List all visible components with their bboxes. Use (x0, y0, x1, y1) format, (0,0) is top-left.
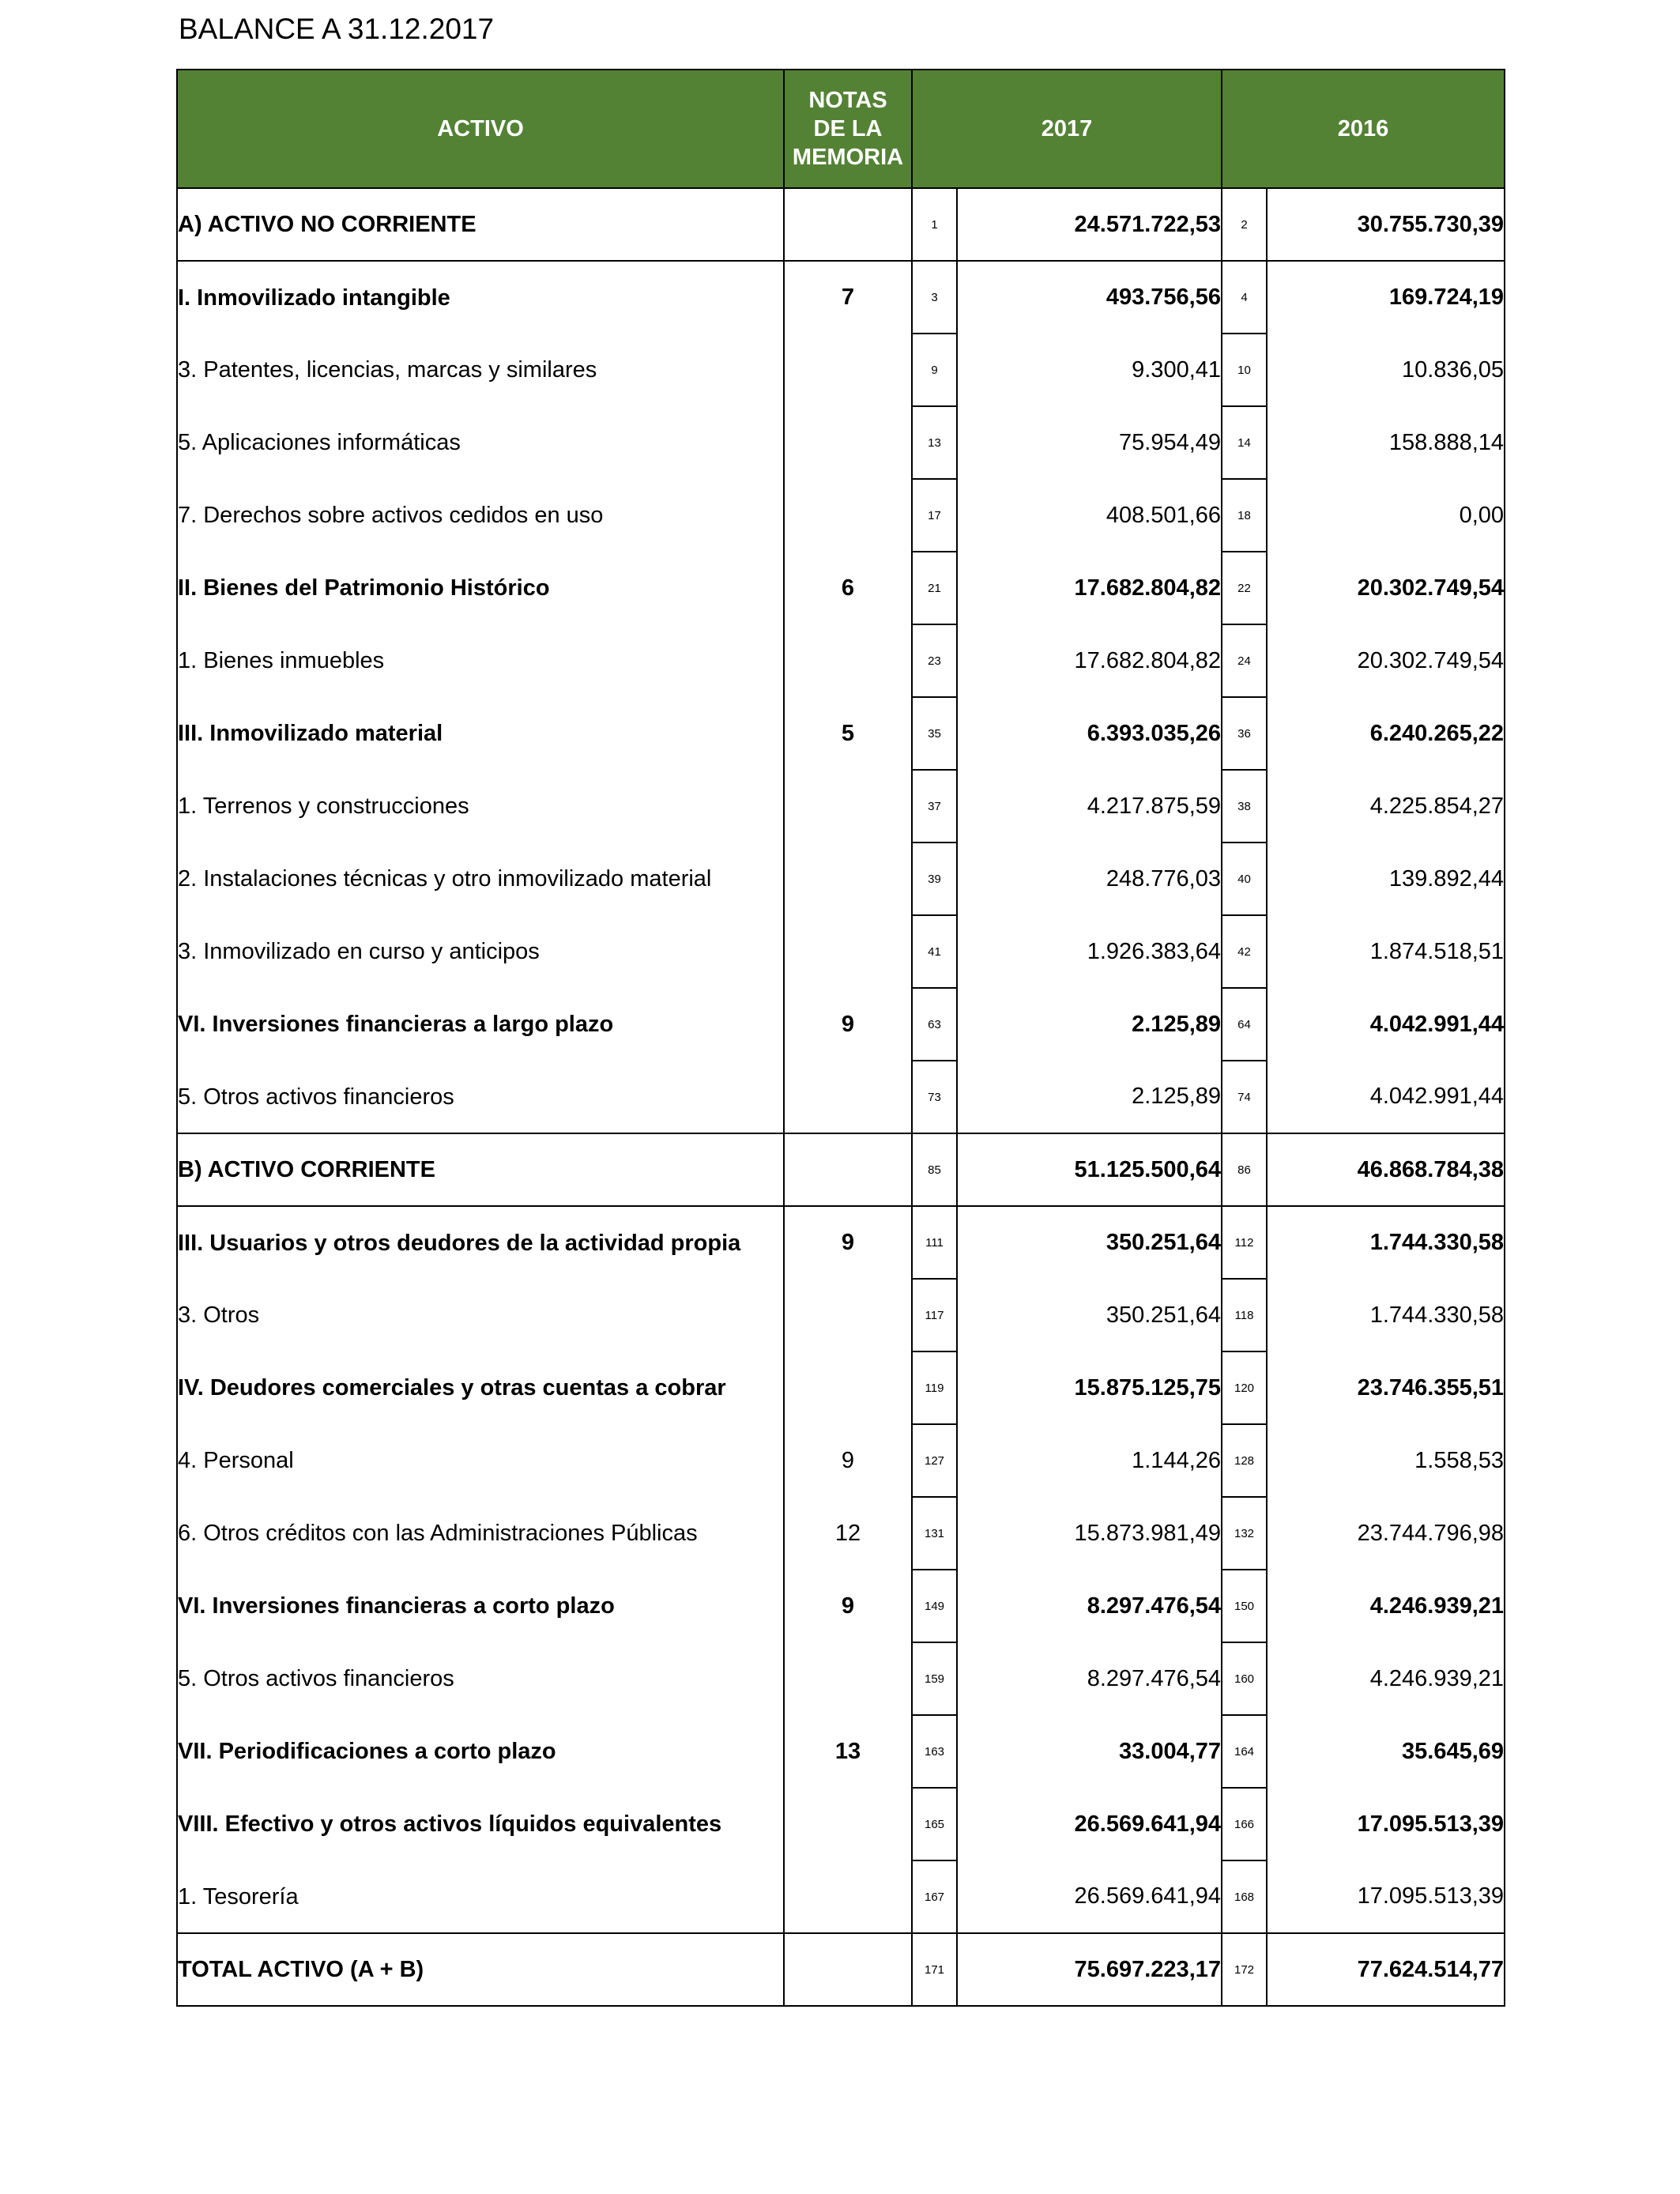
row-nota (784, 1642, 912, 1715)
row-code-2017: 21 (912, 552, 957, 624)
table-row (177, 552, 1505, 624)
row-code-2017: 3 (912, 261, 957, 334)
row-value-2016: 23.746.355,51 (1267, 1351, 1505, 1424)
row-value-2017: 4.217.875,59 (957, 770, 1222, 843)
row-nota (784, 915, 912, 988)
row-label: 6. Otros créditos con las Administraciones Públicas (177, 1497, 784, 1570)
row-label: 3. Otros (177, 1279, 784, 1351)
header-notas-line1: NOTAS (808, 88, 887, 113)
row-value-2017: 1.926.383,64 (957, 915, 1222, 988)
row-code-2016: 120 (1222, 1351, 1267, 1424)
row-label: I. Inmovilizado intangible (177, 261, 784, 334)
row-value-2016: 23.744.796,98 (1267, 1497, 1505, 1570)
row-label: 4. Personal (177, 1424, 784, 1497)
row-label: 1. Bienes inmuebles (177, 624, 784, 697)
row-nota (784, 1351, 912, 1424)
row-value-2017: 26.569.641,94 (957, 1860, 1222, 1933)
table-row (177, 406, 1505, 479)
row-code-2016: 164 (1222, 1715, 1267, 1788)
row-code-2017: 13 (912, 406, 957, 479)
row-code-2016: 40 (1222, 843, 1267, 915)
row-label: II. Bienes del Patrimonio Histórico (177, 552, 784, 624)
row-code-2016: 38 (1222, 770, 1267, 843)
row-nota (784, 1061, 912, 1133)
row-code-2017: 63 (912, 988, 957, 1061)
row-label: VI. Inversiones financieras a largo plazo (177, 988, 784, 1061)
row-value-2017: 8.297.476,54 (957, 1642, 1222, 1715)
header-notas-line3: MEMORIA (792, 145, 904, 170)
row-code-2017: 149 (912, 1570, 957, 1642)
row-nota (784, 1133, 912, 1206)
row-nota: 6 (784, 552, 912, 624)
row-code-2017: 37 (912, 770, 957, 843)
row-value-2016: 1.744.330,58 (1267, 1279, 1505, 1351)
row-value-2017: 350.251,64 (957, 1206, 1222, 1279)
row-label: VI. Inversiones financieras a corto plazo (177, 1570, 784, 1642)
row-value-2016: 4.246.939,21 (1267, 1570, 1505, 1642)
row-value-2017: 2.125,89 (957, 988, 1222, 1061)
row-label: 5. Otros activos financieros (177, 1061, 784, 1133)
row-value-2016: 1.744.330,58 (1267, 1206, 1505, 1279)
row-code-2016: 10 (1222, 334, 1267, 406)
row-nota (784, 334, 912, 406)
row-nota: 9 (784, 1570, 912, 1642)
row-value-2016: 20.302.749,54 (1267, 552, 1505, 624)
row-code-2017: 117 (912, 1279, 957, 1351)
row-nota (784, 188, 912, 261)
row-value-2016: 10.836,05 (1267, 334, 1505, 406)
row-code-2017: 23 (912, 624, 957, 697)
row-code-2016: 150 (1222, 1570, 1267, 1642)
table-row (177, 915, 1505, 988)
table-row (177, 1206, 1505, 1279)
table-row (177, 1424, 1505, 1497)
table-row (177, 1279, 1505, 1351)
row-value-2017: 15.875.125,75 (957, 1351, 1222, 1424)
row-value-2016: 4.042.991,44 (1267, 988, 1505, 1061)
row-value-2017: 15.873.981,49 (957, 1497, 1222, 1570)
row-value-2017: 6.393.035,26 (957, 697, 1222, 770)
row-code-2016: 168 (1222, 1860, 1267, 1933)
header-notas (784, 70, 912, 188)
row-value-2017: 408.501,66 (957, 479, 1222, 552)
table-header-row (177, 70, 1505, 188)
row-value-2016: 17.095.513,39 (1267, 1788, 1505, 1860)
table-row (177, 1933, 1505, 2006)
row-code-2016: 172 (1222, 1933, 1267, 2006)
table-row (177, 1642, 1505, 1715)
row-code-2016: 24 (1222, 624, 1267, 697)
row-value-2016: 30.755.730,39 (1267, 188, 1505, 261)
row-code-2016: 64 (1222, 988, 1267, 1061)
row-code-2017: 127 (912, 1424, 957, 1497)
row-value-2016: 169.724,19 (1267, 261, 1505, 334)
row-value-2016: 158.888,14 (1267, 406, 1505, 479)
table-row (177, 188, 1505, 261)
row-code-2017: 35 (912, 697, 957, 770)
row-code-2017: 39 (912, 843, 957, 915)
row-label: 1. Terrenos y construcciones (177, 770, 784, 843)
balance-table (176, 69, 1505, 2007)
row-code-2016: 86 (1222, 1133, 1267, 1206)
row-nota (784, 770, 912, 843)
row-code-2017: 119 (912, 1351, 957, 1424)
table-row (177, 1860, 1505, 1933)
row-code-2016: 112 (1222, 1206, 1267, 1279)
row-value-2016: 0,00 (1267, 479, 1505, 552)
row-value-2017: 33.004,77 (957, 1715, 1222, 1788)
table-row (177, 1061, 1505, 1133)
row-label: VIII. Efectivo y otros activos líquidos equivalentes (177, 1788, 784, 1860)
row-code-2016: 132 (1222, 1497, 1267, 1570)
header-notas-line2: DE LA (813, 116, 883, 141)
row-code-2016: 42 (1222, 915, 1267, 988)
row-label: III. Usuarios y otros deudores de la actividad propia (177, 1206, 784, 1279)
row-value-2016: 4.225.854,27 (1267, 770, 1505, 843)
row-value-2017: 17.682.804,82 (957, 552, 1222, 624)
row-label: B) ACTIVO CORRIENTE (177, 1133, 784, 1206)
row-code-2017: 159 (912, 1642, 957, 1715)
row-code-2016: 22 (1222, 552, 1267, 624)
row-label: 1. Tesorería (177, 1860, 784, 1933)
row-code-2016: 118 (1222, 1279, 1267, 1351)
row-label: 2. Instalaciones técnicas y otro inmovilizado material (177, 843, 784, 915)
row-value-2016: 4.246.939,21 (1267, 1642, 1505, 1715)
row-value-2017: 24.571.722,53 (957, 188, 1222, 261)
table-row (177, 697, 1505, 770)
row-nota (784, 1933, 912, 2006)
row-value-2017: 8.297.476,54 (957, 1570, 1222, 1642)
table-row (177, 1570, 1505, 1642)
row-label: 5. Aplicaciones informáticas (177, 406, 784, 479)
row-nota: 9 (784, 1206, 912, 1279)
row-nota (784, 406, 912, 479)
row-code-2017: 163 (912, 1715, 957, 1788)
row-value-2016: 77.624.514,77 (1267, 1933, 1505, 2006)
row-code-2017: 85 (912, 1133, 957, 1206)
row-nota (784, 843, 912, 915)
row-code-2017: 131 (912, 1497, 957, 1570)
table-row (177, 624, 1505, 697)
row-label: VII. Periodificaciones a corto plazo (177, 1715, 784, 1788)
table-row (177, 1788, 1505, 1860)
table-row (177, 1133, 1505, 1206)
row-value-2017: 9.300,41 (957, 334, 1222, 406)
row-value-2016: 6.240.265,22 (1267, 697, 1505, 770)
table-row (177, 843, 1505, 915)
header-activo: ACTIVO (177, 70, 784, 188)
row-code-2016: 36 (1222, 697, 1267, 770)
row-code-2017: 17 (912, 479, 957, 552)
row-label: 7. Derechos sobre activos cedidos en uso (177, 479, 784, 552)
row-value-2016: 46.868.784,38 (1267, 1133, 1505, 1206)
row-nota (784, 624, 912, 697)
row-code-2017: 171 (912, 1933, 957, 2006)
row-code-2016: 2 (1222, 188, 1267, 261)
row-value-2016: 35.645,69 (1267, 1715, 1505, 1788)
row-code-2017: 41 (912, 915, 957, 988)
row-nota (784, 1860, 912, 1933)
row-code-2016: 14 (1222, 406, 1267, 479)
row-nota: 7 (784, 261, 912, 334)
table-row (177, 770, 1505, 843)
row-nota (784, 1788, 912, 1860)
row-value-2017: 493.756,56 (957, 261, 1222, 334)
row-label: III. Inmovilizado material (177, 697, 784, 770)
table-row (177, 1497, 1505, 1570)
row-value-2016: 20.302.749,54 (1267, 624, 1505, 697)
row-nota: 12 (784, 1497, 912, 1570)
row-value-2017: 248.776,03 (957, 843, 1222, 915)
row-nota (784, 479, 912, 552)
row-value-2017: 350.251,64 (957, 1279, 1222, 1351)
row-value-2016: 4.042.991,44 (1267, 1061, 1505, 1133)
header-year-2017: 2017 (912, 70, 1222, 188)
table-row (177, 988, 1505, 1061)
header-year-2016: 2016 (1222, 70, 1505, 188)
document-title: BALANCE A 31.12.2017 (179, 13, 495, 45)
row-value-2017: 2.125,89 (957, 1061, 1222, 1133)
row-nota: 9 (784, 988, 912, 1061)
row-value-2017: 1.144,26 (957, 1424, 1222, 1497)
row-code-2017: 1 (912, 188, 957, 261)
row-code-2016: 74 (1222, 1061, 1267, 1133)
table-row (177, 334, 1505, 406)
row-code-2016: 4 (1222, 261, 1267, 334)
row-nota (784, 1279, 912, 1351)
row-label: TOTAL ACTIVO (A + B) (177, 1933, 784, 2006)
row-label: 3. Inmovilizado en curso y anticipos (177, 915, 784, 988)
row-label: IV. Deudores comerciales y otras cuentas a cobrar (177, 1351, 784, 1424)
table-row (177, 1715, 1505, 1788)
row-code-2016: 160 (1222, 1642, 1267, 1715)
row-code-2016: 18 (1222, 479, 1267, 552)
table-row (177, 479, 1505, 552)
row-nota: 9 (784, 1424, 912, 1497)
row-value-2017: 75.954,49 (957, 406, 1222, 479)
row-value-2017: 26.569.641,94 (957, 1788, 1222, 1860)
row-code-2016: 166 (1222, 1788, 1267, 1860)
row-label: 5. Otros activos financieros (177, 1642, 784, 1715)
row-value-2017: 75.697.223,17 (957, 1933, 1222, 2006)
row-label: A) ACTIVO NO CORRIENTE (177, 188, 784, 261)
row-nota: 13 (784, 1715, 912, 1788)
row-value-2016: 17.095.513,39 (1267, 1860, 1505, 1933)
row-code-2017: 111 (912, 1206, 957, 1279)
row-nota: 5 (784, 697, 912, 770)
row-value-2016: 1.558,53 (1267, 1424, 1505, 1497)
row-code-2017: 165 (912, 1788, 957, 1860)
table-row (177, 1351, 1505, 1424)
row-value-2017: 51.125.500,64 (957, 1133, 1222, 1206)
row-code-2016: 128 (1222, 1424, 1267, 1497)
table-row (177, 261, 1505, 334)
row-code-2017: 73 (912, 1061, 957, 1133)
row-label: 3. Patentes, licencias, marcas y similares (177, 334, 784, 406)
row-value-2016: 1.874.518,51 (1267, 915, 1505, 988)
row-value-2017: 17.682.804,82 (957, 624, 1222, 697)
row-value-2016: 139.892,44 (1267, 843, 1505, 915)
row-code-2017: 167 (912, 1860, 957, 1933)
row-code-2017: 9 (912, 334, 957, 406)
